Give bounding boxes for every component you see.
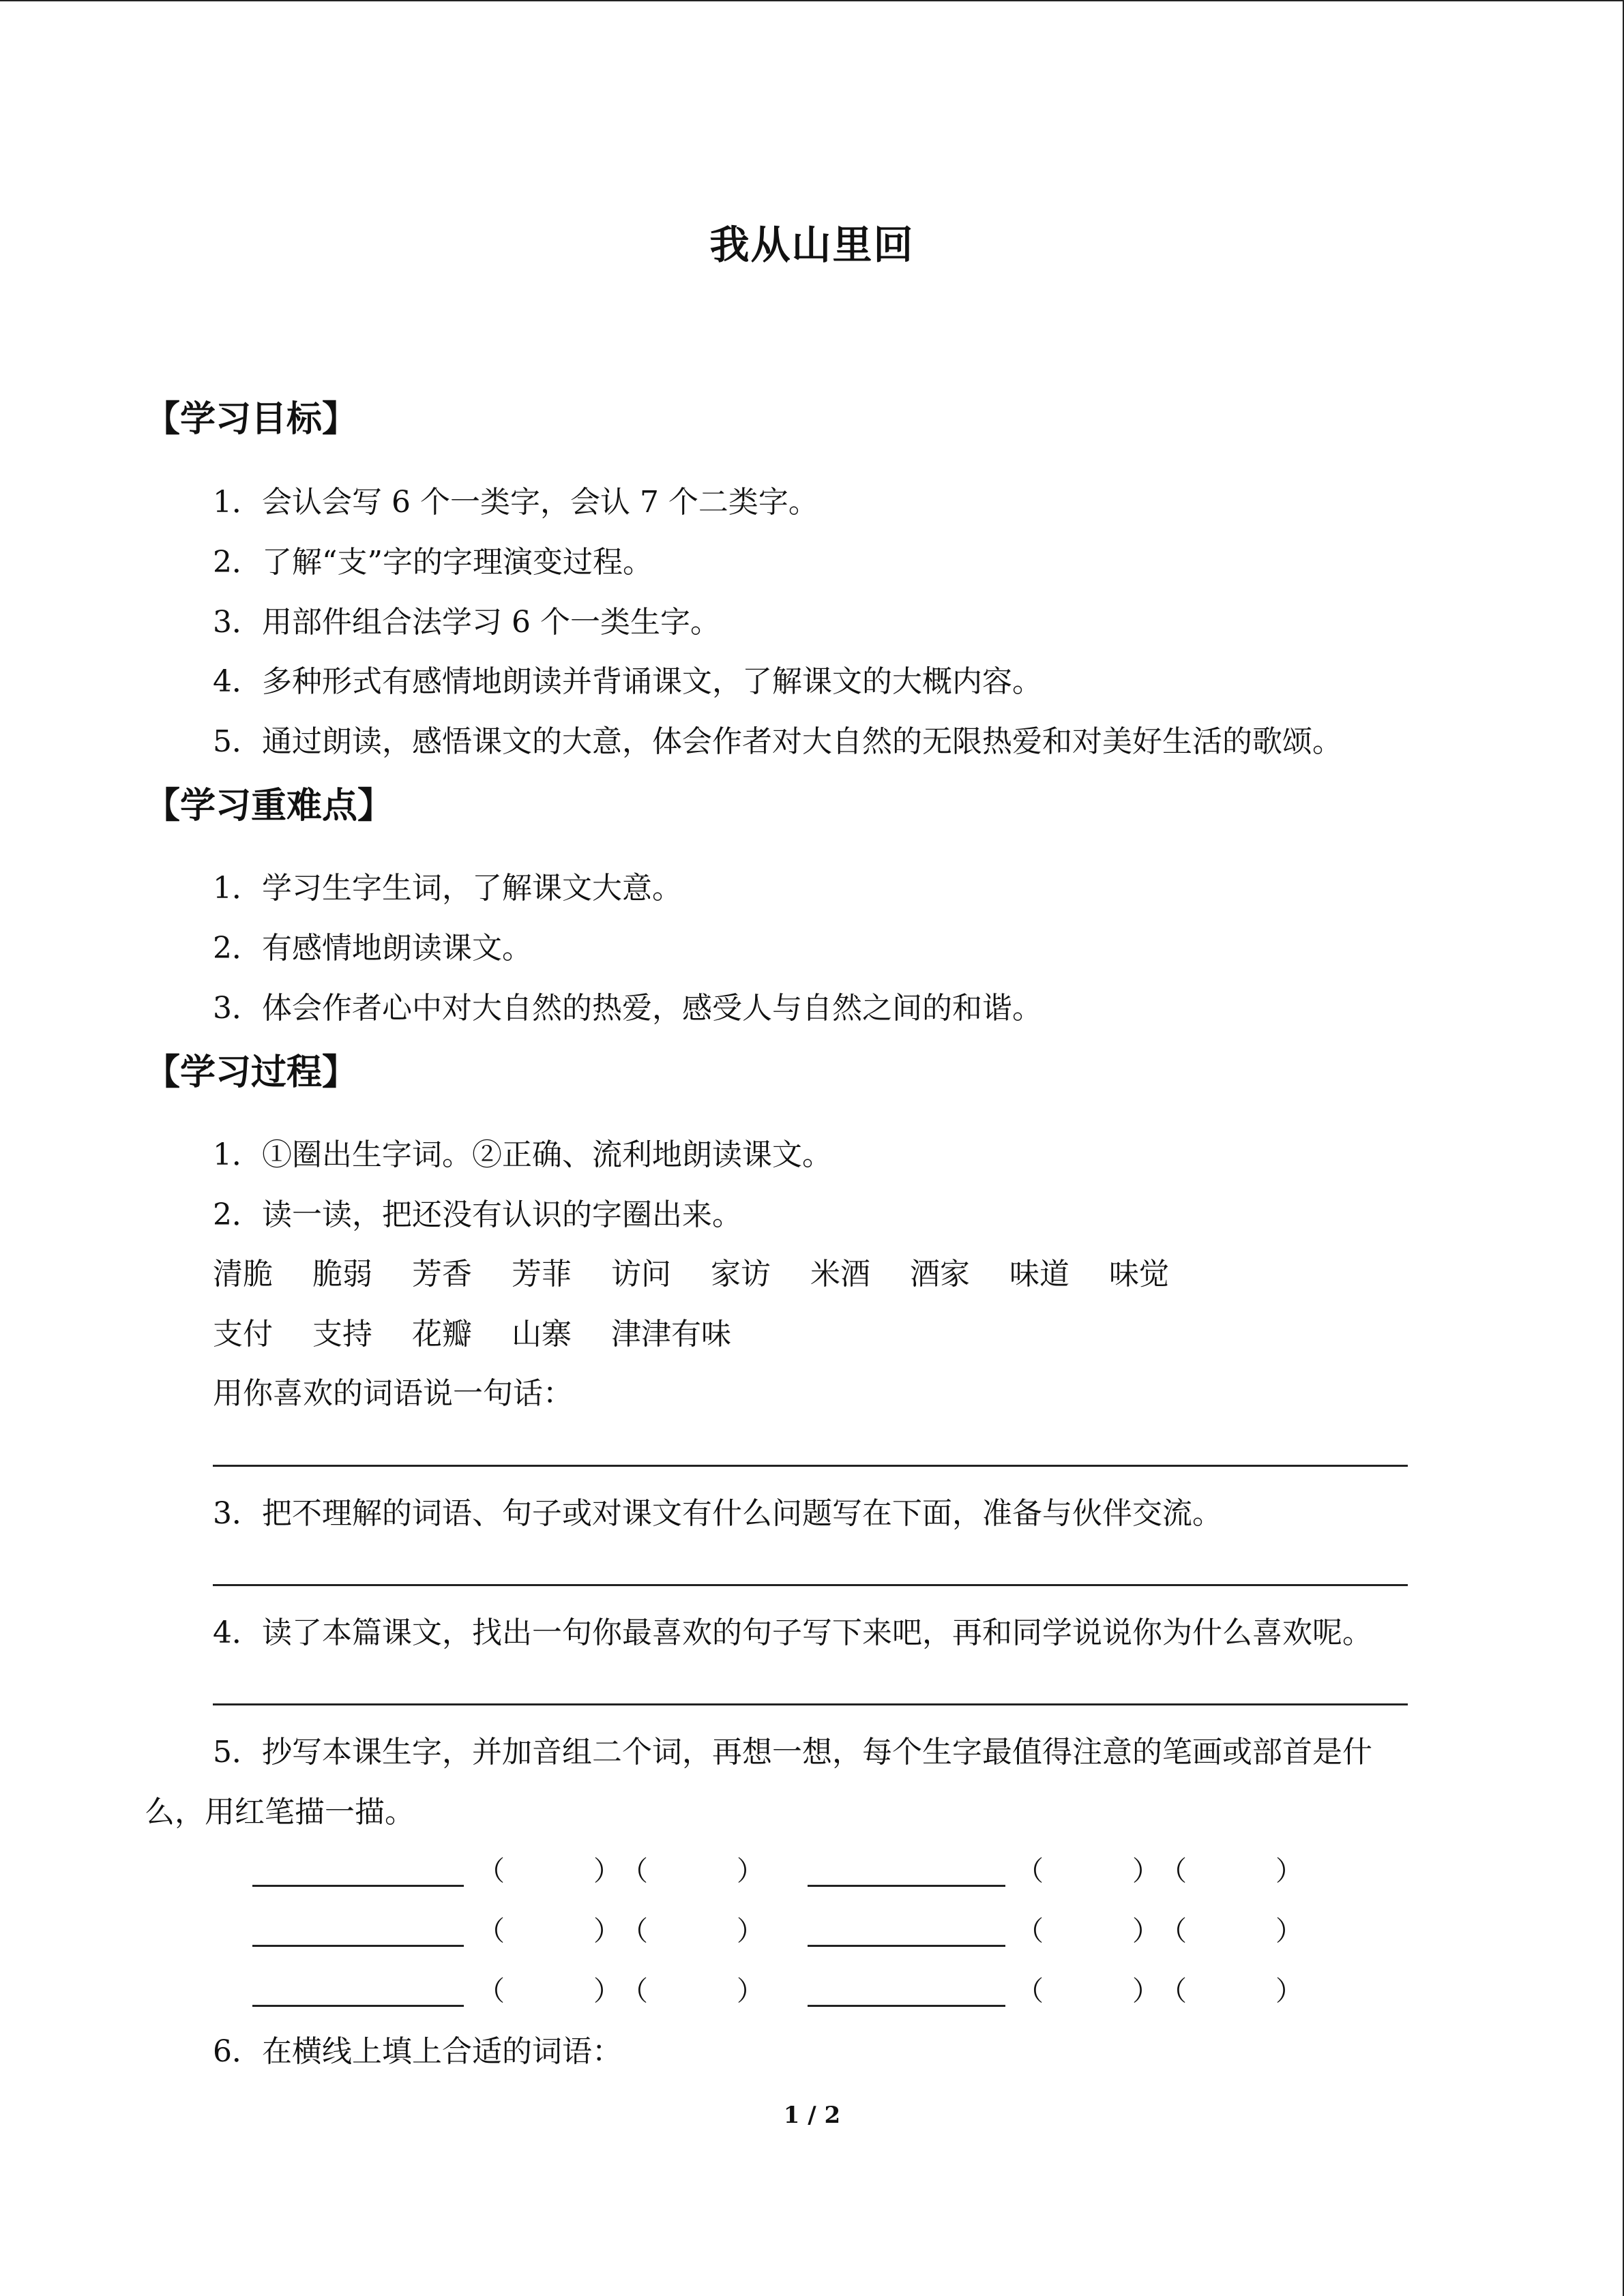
objective-item: 5．通过朗读，感悟课文的大意，体会作者对大自然的无限热爱和对美好生活的歌颂。 <box>213 724 1342 759</box>
objective-item: 4．多种形式有感情地朗读并背诵课文，了解课文的大概内容。 <box>213 664 1042 699</box>
vocab-word: 脆弱 <box>312 1257 372 1292</box>
process-item-6: 6．在横线上填上合适的词语： <box>213 2034 622 2069</box>
paren-close: ） <box>1132 1976 1160 2007</box>
vocab-word: 芳香 <box>412 1257 472 1292</box>
answer-line[interactable] <box>213 1703 1408 1705</box>
paren-close: ） <box>737 1915 764 1947</box>
page-number: 1 / 2 <box>783 2102 841 2129</box>
copy-blank[interactable] <box>808 2005 1005 2007</box>
process-item-1: 1．①圈出生字词。②正确、流利地朗读课文。 <box>213 1137 832 1172</box>
page-title: 我从山里回 <box>709 222 915 268</box>
process-item-3: 3．把不理解的词语、句子或对课文有什么问题写在下面，准备与伙伴交流。 <box>213 1496 1222 1531</box>
objectives-heading: 【学习目标】 <box>145 398 358 440</box>
paren-close: ） <box>1275 1855 1303 1887</box>
word-list-row-1 <box>213 1249 1169 1293</box>
paren-open: （ <box>477 1855 505 1887</box>
copy-blank[interactable] <box>252 1885 464 1887</box>
paren-open: （ <box>1016 1915 1044 1947</box>
vocab-word: 访问 <box>611 1257 671 1292</box>
copy-blank[interactable] <box>252 2005 464 2007</box>
paren-close: ） <box>1275 1915 1303 1947</box>
vocab-word: 味觉 <box>1109 1257 1169 1292</box>
vocab-word: 支付 <box>213 1317 273 1352</box>
paren-close: ） <box>593 1915 621 1947</box>
paren-open: （ <box>621 1915 648 1947</box>
copy-blank[interactable] <box>252 1945 464 1947</box>
paren-close: ） <box>737 1976 764 2007</box>
key-point-item: 2．有感情地朗读课文。 <box>213 931 532 966</box>
paren-open: （ <box>1160 1976 1187 2007</box>
paren-open: （ <box>477 1976 505 2007</box>
process-item-5: 5．抄写本课生字，并加音组二个词，再想一想，每个生字最值得注意的笔画或部首是什 <box>213 1735 1372 1770</box>
paren-close: ） <box>593 1976 621 2007</box>
answer-line[interactable] <box>213 1584 1408 1586</box>
vocab-word: 支持 <box>312 1317 372 1352</box>
paren-open: （ <box>621 1855 648 1887</box>
paren-close: ） <box>1132 1915 1160 1947</box>
process-item-5-continued: 么，用红笔描一描。 <box>145 1795 415 1830</box>
key-points-heading: 【学习重难点】 <box>145 785 394 826</box>
process-item-2: 2．读一读，把还没有认识的字圈出来。 <box>213 1197 742 1232</box>
key-point-item: 1．学习生字生词，了解课文大意。 <box>213 871 682 906</box>
copy-blank[interactable] <box>808 1945 1005 1947</box>
objective-item: 1．会认会写 6 个一类字，会认 7 个二类字。 <box>213 485 818 520</box>
objective-item: 3．用部件组合法学习 6 个一类生字。 <box>213 605 720 640</box>
word-list-row-2 <box>213 1309 731 1353</box>
objective-item: 2．了解“支”字的字理演变过程。 <box>213 545 653 580</box>
paren-open: （ <box>1016 1855 1044 1887</box>
process-heading: 【学习过程】 <box>145 1052 358 1093</box>
vocab-word: 清脆 <box>213 1257 273 1292</box>
paren-close: ） <box>737 1855 764 1887</box>
paren-open: （ <box>1016 1976 1044 2007</box>
vocab-word: 酒家 <box>910 1257 970 1292</box>
paren-open: （ <box>621 1976 648 2007</box>
paren-open: （ <box>1160 1915 1187 1947</box>
paren-close: ） <box>1275 1976 1303 2007</box>
vocab-word: 津津有味 <box>611 1317 731 1352</box>
paren-close: ） <box>1132 1855 1160 1887</box>
answer-line[interactable] <box>213 1465 1408 1467</box>
vocab-word: 米酒 <box>810 1257 870 1292</box>
process-item-4: 4．读了本篇课文，找出一句你最喜欢的句子写下来吧，再和同学说说你为什么喜欢呢。 <box>213 1615 1372 1650</box>
vocab-word: 花瓣 <box>412 1317 472 1352</box>
vocab-word: 家访 <box>711 1257 771 1292</box>
paren-close: ） <box>593 1855 621 1887</box>
copy-blank[interactable] <box>808 1885 1005 1887</box>
vocab-word: 味道 <box>1009 1257 1069 1292</box>
key-point-item: 3．体会作者心中对大自然的热爱，感受人与自然之间的和谐。 <box>213 991 1042 1026</box>
paren-open: （ <box>1160 1855 1187 1887</box>
vocab-word: 山寨 <box>512 1317 572 1352</box>
paren-open: （ <box>477 1915 505 1947</box>
vocab-word: 芳菲 <box>512 1257 572 1292</box>
sentence-prompt: 用你喜欢的词语说一句话： <box>213 1376 573 1411</box>
